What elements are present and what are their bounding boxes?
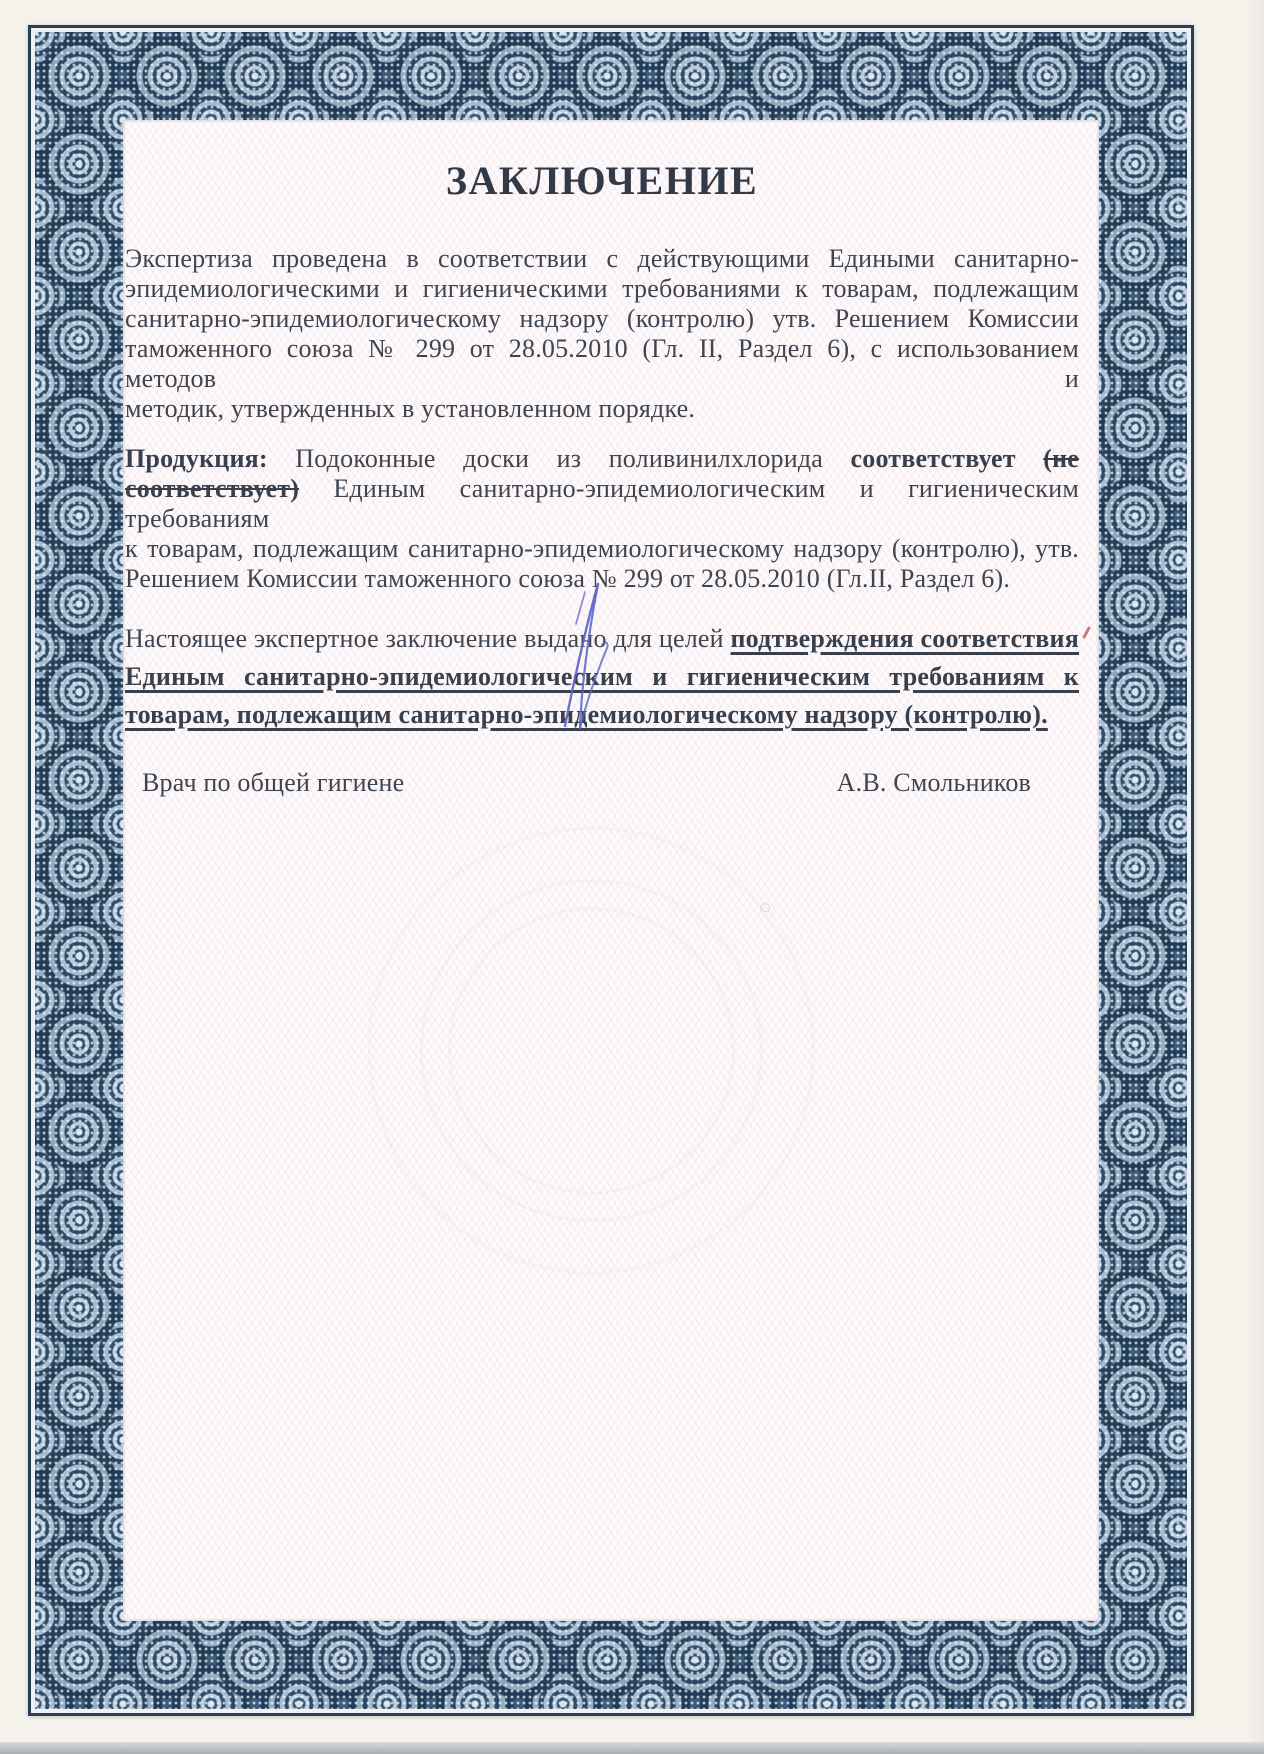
text-line: методик, утвержденных в установленном порядке.: [125, 394, 696, 423]
stray-mark: [760, 903, 770, 912]
signature-role: Врач по общей гигиене: [142, 768, 405, 797]
text-line: соответствует) Единым санитарно-эпидемиологическим и гигиеническим требованиям: [125, 474, 1079, 533]
document-text-column: [123, 120, 1099, 1621]
guilloche-border: [35, 32, 1187, 1709]
text-line: таможенного союза № 299 от 28.05.2010 (Гл. II, Раздел 6), с использованием методов и: [125, 334, 1079, 393]
text-line: Решением Комиссии таможенного союза № 299 от 28.05.2010 (Гл.II, Раздел 6).: [125, 564, 1011, 593]
text-line: Единым санитарно-эпидемиологическим и гигиеническим требованиям к: [125, 662, 1079, 691]
scan-edge-bottom: [0, 1742, 1264, 1754]
expertise-paragraph: [125, 244, 1079, 424]
text-line: к товарам, подлежащим санитарно-эпидемиологическому надзору (контролю), утв.: [125, 534, 1079, 563]
text-line: Продукция: Подоконные доски из поливинилхлорида соответствует (не: [125, 444, 1079, 473]
signature-row: [125, 768, 1079, 798]
text-line: товарам, подлежащим санитарно-эпидемиологическому надзору (контролю).: [125, 700, 1048, 729]
text-line: Настоящее экспертное заключение выдано для целей подтверждения соответствия: [125, 624, 1079, 653]
signature-name: А.В. Смольников: [836, 768, 1031, 797]
text-line: эпидемиологическими и гигиеническими требованиями к товарам, подлежащим: [125, 274, 1079, 303]
product-paragraph: [125, 444, 1079, 594]
scan-edge-shade: [1246, 0, 1264, 1754]
text-line: Экспертиза проведена в соответствии с действующими Едиными санитарно-: [125, 244, 1079, 273]
document-page: [123, 120, 1099, 1621]
certificate-frame: [28, 25, 1194, 1716]
text-line: санитарно-эпидемиологическому надзору (контролю) утв. Решением Комиссии: [125, 304, 1079, 333]
document-title: ЗАКЛЮЧЕНИЕ: [445, 158, 759, 203]
handwritten-signature-ink: [545, 578, 625, 730]
